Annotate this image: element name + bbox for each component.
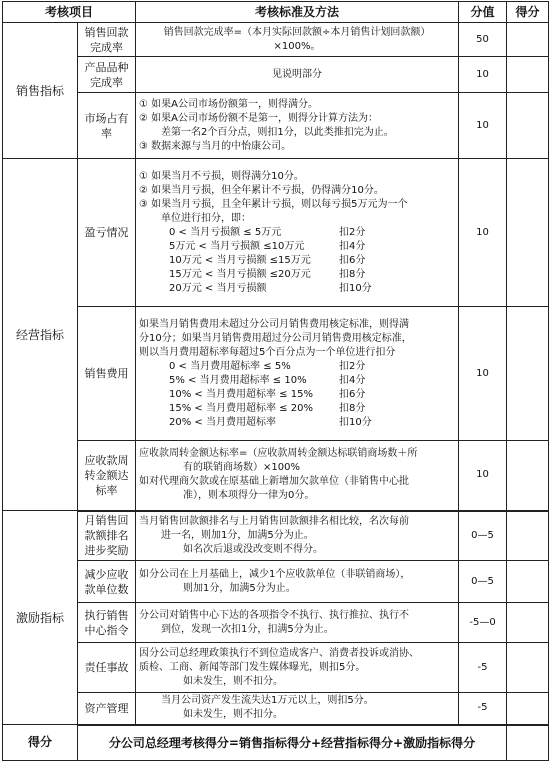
item-weight: 10: [459, 57, 507, 93]
item-weight: -5: [459, 643, 507, 693]
item-standard: 见说明部分: [136, 57, 459, 93]
item-standard: 因分公司总经理政策执行不到位造成客户、消费者投诉或消协、 质检、工商、新闻等部门发生媒体曝光，则扣5分。 如未发生，则不扣分。: [136, 643, 459, 693]
footer-label: 得分: [3, 725, 78, 761]
item-weight: 10: [459, 93, 507, 159]
item-standard: 应收款周转金额达标率=（应收款周转金额达标联销商场数＋所 有的联销商场数）×100% 如对代理商欠款或在原基础上新增加欠款单位（非销售中心批 准），则本项得分一律为0分。: [136, 441, 459, 511]
score-cell: [507, 57, 549, 93]
score-cell: [507, 693, 549, 725]
header-row: [3, 2, 549, 23]
item-standard: ① 如果A公司市场份额第一，则得满分。 ② 如果A公司市场份额不是第一，则得分计算方法为： 差第一名2个百分点，则扣1分，以此类推扣完为止。 ③ 数据来源与当月的中怡康公司。: [136, 93, 459, 159]
item-standard: 分公司对销售中心下达的各项指令不执行、执行推拉、执行不 到位，发现一次扣1分，扣满5分为止。: [136, 603, 459, 643]
score-cell: [507, 159, 549, 307]
header-weight: 分值: [459, 2, 507, 23]
score-cell: [507, 441, 549, 511]
item-name: 减少应收款单位数: [78, 561, 136, 603]
item-weight: 10: [459, 441, 507, 511]
score-cell: [507, 603, 549, 643]
item-standard: 如果当月销售费用未超过分公司月销售费用核定标准，则得满 分10分；如果当月销售费用超过分公司月销售费用核定标准， 则以当月费用超标率每超过5个百分点为一个单位进行扣分 0 < 当月费用超标率 ≤ 5% 扣2分 5% < 当月费用超标率 ≤ 10% 扣4分 10% < 当月费用超标率 ≤ 15% 扣6分 15% < 当月费用超标率 ≤ 20% 扣8分 20% < 当月费用超标率 扣10分: [136, 307, 459, 441]
section-incentive-label: 激励指标: [3, 511, 78, 725]
item-name: 产品品种完成率: [78, 57, 136, 93]
section-operations-label: 经营指标: [3, 159, 78, 511]
footer-row: [3, 725, 549, 761]
table-row: [3, 441, 549, 511]
table-row: [3, 603, 549, 643]
header-standard: 考核标准及方法: [136, 2, 459, 23]
score-cell: [507, 23, 549, 57]
item-standard: ① 如果当月不亏损，则得满分10分。 ② 如果当月亏损，但全年累计不亏损，仍得满分10分。 ③ 如果当月亏损，且全年累计亏损，则以每亏损5万元为一个 单位进行扣分，即： 0 < 当月亏损额 ≤ 5万元 扣2分 5万元 < 当月亏损额 ≤10万元 扣4分 10万元 < 当月亏损额 ≤15万元 扣6分 15万元 < 当月亏损额 ≤20万元 扣8分 20万元 < 当月亏损额 扣10分: [136, 159, 459, 307]
item-name: 月销售回款额排名进步奖励: [78, 511, 136, 561]
score-cell: [507, 561, 549, 603]
item-name: 销售费用: [78, 307, 136, 441]
table-row: [3, 159, 549, 307]
item-standard: 如分公司在上月基础上，减少1个应收款单位（非联销商场）， 则加1分，加满5分为止。: [136, 561, 459, 603]
table-row: [3, 561, 549, 603]
table-row: [3, 511, 549, 561]
score-cell: [507, 93, 549, 159]
assessment-table: [2, 1, 549, 761]
item-name: 执行销售中心指令: [78, 603, 136, 643]
item-standard: 销售回款完成率=（本月实际回款额÷本月销售计划回款额） ×100%。: [136, 23, 459, 57]
item-weight: -5: [459, 693, 507, 725]
table-row: [3, 307, 549, 441]
item-standard: 当月销售回款额排名与上月销售回款额排名相比较，名次每前 进一名，则加1分，加满5分为止。 如名次后退或没改变则不得分。: [136, 511, 459, 561]
header-score: 得分: [507, 2, 549, 23]
item-weight: 10: [459, 307, 507, 441]
item-name: 市场占有率: [78, 93, 136, 159]
table-row: [3, 23, 549, 57]
item-weight: 0—5: [459, 511, 507, 561]
item-name: 责任事故: [78, 643, 136, 693]
footer-formula: 分公司总经理考核得分=销售指标得分+经营指标得分+激励指标得分: [78, 725, 507, 761]
section-sales-label: 销售指标: [3, 23, 78, 159]
item-weight: -5—0: [459, 603, 507, 643]
score-cell: [507, 307, 549, 441]
footer-score-cell: [507, 725, 549, 761]
score-cell: [507, 511, 549, 561]
table-row: [3, 643, 549, 693]
table-row: [3, 693, 549, 725]
item-name: 盈亏情况: [78, 159, 136, 307]
item-name: 销售回款完成率: [78, 23, 136, 57]
table-row: [3, 57, 549, 93]
table-row: [3, 93, 549, 159]
item-standard: 当月公司资产发生流失达1万元以上，则扣5分。 如未发生，则不扣分。: [136, 693, 459, 725]
item-name: 应收款周转金额达标率: [78, 441, 136, 511]
header-category: 考核项目: [3, 2, 136, 23]
item-weight: 0—5: [459, 561, 507, 603]
item-weight: 10: [459, 159, 507, 307]
item-weight: 50: [459, 23, 507, 57]
item-name: 资产管理: [78, 693, 136, 725]
score-cell: [507, 643, 549, 693]
